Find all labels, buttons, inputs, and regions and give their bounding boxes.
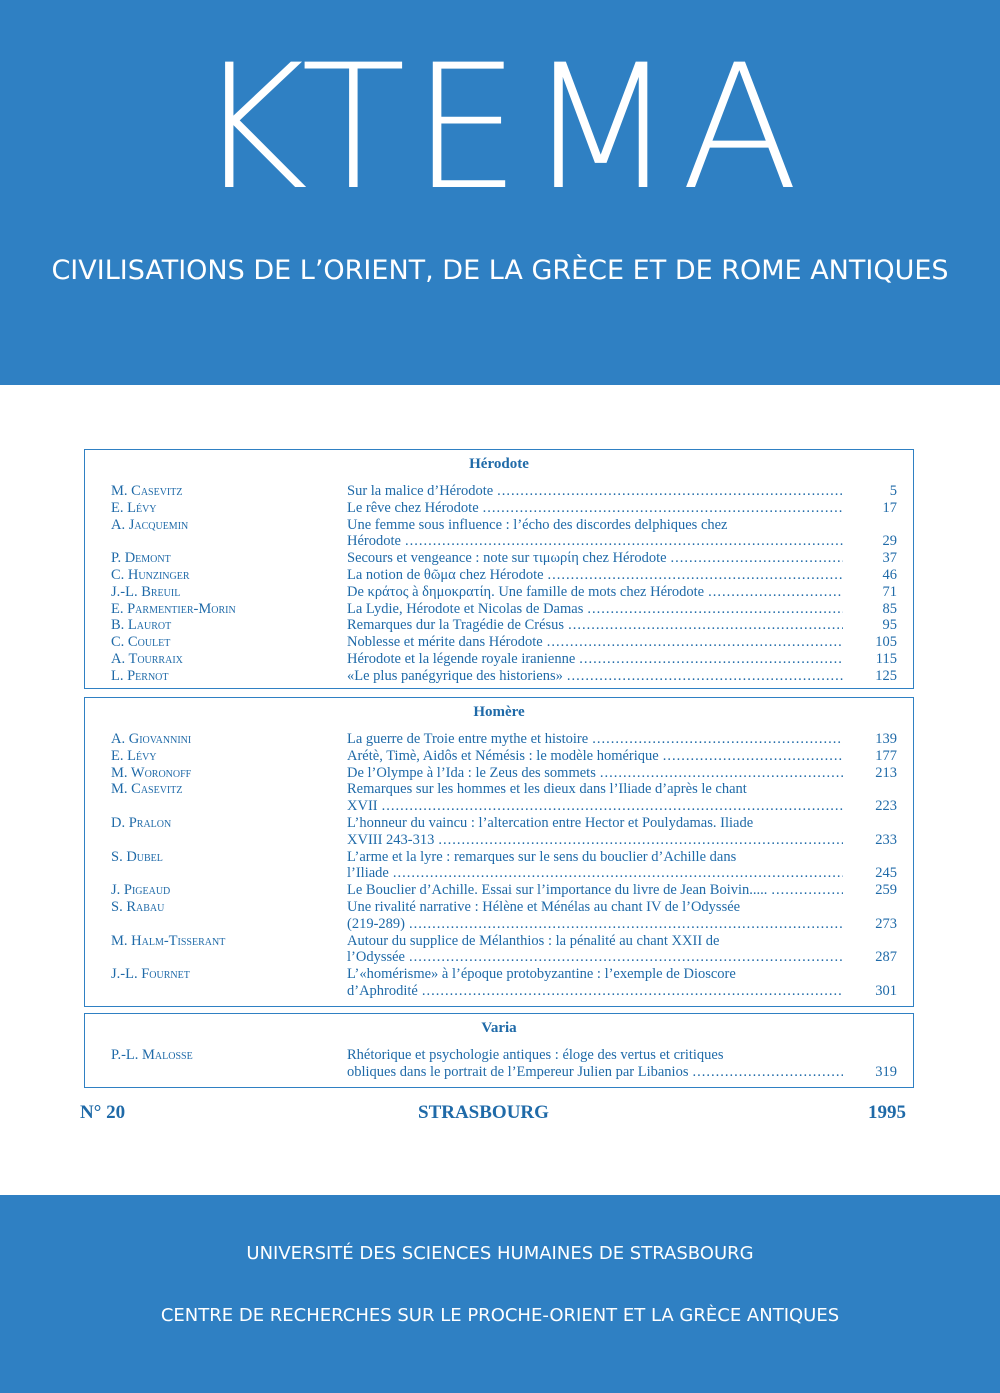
- entry-page: 17: [882, 499, 897, 516]
- leader-dots: [692, 1064, 843, 1081]
- toc-entry: [85, 517, 913, 551]
- leader-dots: [409, 949, 843, 966]
- entry-title-line: [347, 668, 847, 685]
- leader-dots: [405, 533, 843, 550]
- entry-title-lead: Une rivalité narrative : Hélène et Ménélas au chant IV de l’Odyssée: [347, 898, 741, 915]
- toc-entry: [85, 882, 913, 899]
- entry-title-block: [347, 500, 847, 517]
- entry-title: Le rêve chez Hérodote: [347, 499, 479, 516]
- issue-year: 1995: [868, 1102, 906, 1123]
- toc-entry: [85, 966, 913, 1000]
- entry-title-block: [347, 584, 847, 601]
- entry-list: [85, 731, 913, 1000]
- entry-author: B. Laurot: [111, 617, 172, 634]
- entry-title-line: [347, 584, 847, 601]
- toc-entry: [85, 584, 913, 601]
- entry-title: La guerre de Troie entre mythe et histoire: [347, 731, 589, 747]
- entry-title-lead: L’arme et la lyre : remarques sur le sens du bouclier d’Achille dans: [347, 848, 737, 865]
- entry-author: S. Dubel: [111, 848, 163, 865]
- entry-title-block: [347, 731, 847, 748]
- entry-title: l’Iliade: [347, 865, 389, 882]
- issue-number: N° 20: [80, 1102, 126, 1123]
- entry-title-lead: L’honneur du vaincu : l’altercation entre Hector et Poulydamas. Iliade: [347, 814, 754, 831]
- entry-page: 46: [882, 566, 897, 583]
- entry-page: 71: [882, 583, 897, 600]
- entry-title-block: [347, 651, 847, 668]
- section-herodote: [84, 449, 914, 689]
- toc-entry: [85, 500, 913, 517]
- entry-author: C. Hunzinger: [111, 566, 190, 583]
- entry-page: 287: [875, 949, 897, 966]
- leader-dots: [671, 550, 843, 567]
- entry-author: P.-L. Malosse: [111, 1047, 193, 1063]
- footer-university: UNIVERSITÉ DES SCIENCES HUMAINES DE STRASBOURG: [246, 1243, 754, 1264]
- toc-entry: [85, 651, 913, 668]
- entry-page: 37: [882, 550, 897, 567]
- entry-author: J.-L. Breuil: [111, 583, 181, 600]
- entry-title-block: [347, 617, 847, 634]
- leader-dots: [547, 634, 843, 651]
- entry-author: M. Woronoff: [111, 764, 192, 781]
- entry-title: La Lydie, Hérodote et Nicolas de Damas: [347, 600, 584, 617]
- entry-list: [85, 483, 913, 685]
- issue-city: STRASBOURG: [418, 1102, 549, 1123]
- entry-title-line: [347, 731, 847, 748]
- toc-entry: [85, 634, 913, 651]
- footer-band: [0, 1195, 1000, 1393]
- journal-subtitle: CIVILISATIONS DE L’ORIENT, DE LA GRÈCE ET DE ROME ANTIQUES: [51, 255, 949, 286]
- entry-title-block: [347, 748, 847, 765]
- entry-title: De l’Olympe à l’Ida : le Zeus des sommets: [347, 764, 596, 781]
- entry-title-line: [347, 550, 847, 567]
- entry-title-block: [347, 966, 847, 1000]
- leader-dots: [409, 916, 843, 933]
- entry-author: M. Casevitz: [111, 781, 183, 798]
- entry-title: XVII: [347, 798, 378, 815]
- entry-title: Noblesse et mérite dans Hérodote: [347, 634, 543, 651]
- toc-entry: [85, 933, 913, 967]
- entry-title-block: [347, 815, 847, 849]
- toc-entry: [85, 617, 913, 634]
- footer-centre: CENTRE DE RECHERCHES SUR LE PROCHE-ORIENT ET LA GRÈCE ANTIQUES: [160, 1305, 840, 1326]
- entry-title: Secours et vengeance : note sur τιμωρίη chez Hérodote: [347, 550, 667, 567]
- leader-dots: [438, 832, 843, 849]
- leader-dots: [497, 483, 843, 500]
- entry-title-block: [347, 601, 847, 618]
- entry-title-block: [347, 849, 847, 883]
- leader-dots: [663, 748, 843, 765]
- entry-author: E. Parmentier-Morin: [111, 600, 236, 617]
- leader-dots: [771, 882, 843, 899]
- entry-page: 213: [875, 764, 897, 781]
- entry-title: (219-289): [347, 915, 405, 932]
- entry-author: C. Coulet: [111, 634, 171, 651]
- entry-title-line: [347, 567, 847, 584]
- entry-title: Remarques dur la Tragédie de Crésus: [347, 617, 565, 634]
- entry-title-line: [347, 798, 847, 815]
- section-title: Varia: [481, 1020, 517, 1036]
- entry-title-line: [347, 916, 847, 933]
- leader-dots: [422, 983, 843, 1000]
- entry-title: d’Aphrodité: [347, 982, 418, 999]
- entry-title-line: [347, 483, 847, 500]
- entry-title-block: [347, 882, 847, 899]
- entry-page: 85: [882, 600, 897, 617]
- entry-author: E. Lévy: [111, 747, 157, 764]
- entry-title-block: [347, 550, 847, 567]
- entry-title: Arétè, Timè, Aidôs et Némésis : le modèle homérique: [347, 747, 659, 764]
- entry-title: obliques dans le portrait de l’Empereur Julien par Libanios: [347, 1063, 689, 1080]
- entry-title-block: [347, 781, 847, 815]
- header-band: [0, 0, 1000, 385]
- journal-title: KTEMA: [195, 27, 805, 228]
- entry-author: L. Pernot: [111, 667, 169, 684]
- entry-title-block: [347, 765, 847, 782]
- entry-list: [85, 1047, 913, 1081]
- entry-title-lead: L’«homérisme» à l’époque protobyzantine : l’exemple de Dioscore: [347, 966, 736, 983]
- entry-title: De κράτος à δημοκρατίη. Une famille de mots chez Hérodote: [347, 583, 705, 600]
- entry-title: Hérodote: [347, 533, 401, 550]
- toc-entry: [85, 781, 913, 815]
- entry-page: 301: [875, 982, 897, 999]
- entry-page: 125: [875, 667, 897, 684]
- leader-dots: [587, 601, 843, 618]
- entry-title-line: [347, 1064, 847, 1081]
- entry-title: Le Bouclier d’Achille. Essai sur l’importance du livre de Jean Boivin.....: [347, 882, 768, 899]
- toc-entry: [85, 899, 913, 933]
- toc-entry: [85, 765, 913, 782]
- toc-entry: [85, 483, 913, 500]
- entry-page: 105: [875, 634, 897, 651]
- entry-title-lead: Remarques sur les hommes et les dieux dans l’Iliade d’après le chant: [347, 781, 747, 798]
- entry-title-block: [347, 634, 847, 651]
- entry-title-block: [347, 1047, 847, 1081]
- entry-title-line: [347, 500, 847, 517]
- entry-title-lead: Autour du supplice de Mélanthios : la pénalité au chant XXII de: [347, 932, 720, 949]
- entry-page: 29: [882, 533, 897, 550]
- section-homere: [84, 697, 914, 1007]
- entry-title: «Le plus panégyrique des historiens»: [347, 667, 563, 684]
- entry-author: M. Halm-Tisserant: [111, 932, 226, 949]
- leader-dots: [579, 651, 843, 668]
- entry-title-line: [347, 601, 847, 618]
- entry-page: 115: [875, 650, 897, 667]
- toc-entry: [85, 849, 913, 883]
- entry-page: 259: [875, 882, 897, 899]
- entry-title-lead: Une femme sous influence : l’écho des discordes delphiques chez: [347, 516, 728, 533]
- entry-title-line: [347, 865, 847, 882]
- entry-author: P. Demont: [111, 550, 171, 567]
- entry-title-line: [347, 882, 847, 899]
- entry-page: 273: [875, 915, 897, 932]
- entry-title-line: [347, 617, 847, 634]
- entry-title-line: [347, 748, 847, 765]
- entry-page: 95: [882, 617, 897, 634]
- entry-title-block: [347, 517, 847, 551]
- entry-author: E. Lévy: [111, 499, 157, 516]
- leader-dots: [483, 500, 843, 517]
- entry-title-block: [347, 899, 847, 933]
- leader-dots: [382, 798, 843, 815]
- toc-entry: [85, 748, 913, 765]
- toc-entry: [85, 567, 913, 584]
- entry-author: A. Tourraix: [111, 650, 183, 667]
- entry-title-line: [347, 765, 847, 782]
- entry-author: M. Casevitz: [111, 483, 183, 499]
- entry-title-line: [347, 533, 847, 550]
- entry-author: A. Giovannini: [111, 731, 192, 747]
- entry-title-block: [347, 483, 847, 500]
- toc-entry: [85, 1047, 913, 1081]
- entry-title-block: [347, 668, 847, 685]
- toc-entry: [85, 815, 913, 849]
- toc-entry: [85, 550, 913, 567]
- leader-dots: [548, 567, 843, 584]
- entry-page: 245: [875, 865, 897, 882]
- section-title: Hérodote: [469, 456, 529, 472]
- entry-title: Hérodote et la légende royale iranienne: [347, 650, 576, 667]
- entry-author: A. Jacquemin: [111, 516, 189, 533]
- entry-title-line: [347, 949, 847, 966]
- entry-author: D. Pralon: [111, 814, 172, 831]
- toc-entry: [85, 601, 913, 618]
- entry-title-line: [347, 832, 847, 849]
- toc-entry: [85, 668, 913, 685]
- entry-page: 233: [875, 831, 897, 848]
- entry-title-block: [347, 567, 847, 584]
- entry-title: l’Odyssée: [347, 949, 405, 966]
- entry-page: 139: [875, 731, 897, 747]
- entry-author: S. Rabau: [111, 898, 165, 915]
- entry-page: 319: [875, 1063, 897, 1080]
- entry-title: Sur la malice d’Hérodote: [347, 483, 494, 499]
- entry-author: J. Pigeaud: [111, 882, 171, 899]
- entry-page: 223: [875, 798, 897, 815]
- section-title: Homère: [473, 704, 525, 720]
- leader-dots: [600, 765, 843, 782]
- entry-title: XVIII 243-313: [347, 831, 435, 848]
- entry-title: La notion de θῶμα chez Hérodote: [347, 566, 544, 583]
- toc-entry: [85, 731, 913, 748]
- entry-title-line: [347, 634, 847, 651]
- leader-dots: [592, 731, 843, 748]
- entry-title-line: [347, 651, 847, 668]
- leader-dots: [567, 668, 843, 685]
- leader-dots: [568, 617, 843, 634]
- leader-dots: [393, 865, 843, 882]
- section-varia: [84, 1013, 914, 1088]
- entry-page: 177: [875, 747, 897, 764]
- entry-title-lead: Rhétorique et psychologie antiques : éloge des vertus et critiques: [347, 1047, 724, 1063]
- entry-title-line: [347, 983, 847, 1000]
- entry-title-block: [347, 933, 847, 967]
- leader-dots: [708, 584, 843, 601]
- entry-page: 5: [889, 483, 897, 499]
- entry-author: J.-L. Fournet: [111, 966, 190, 983]
